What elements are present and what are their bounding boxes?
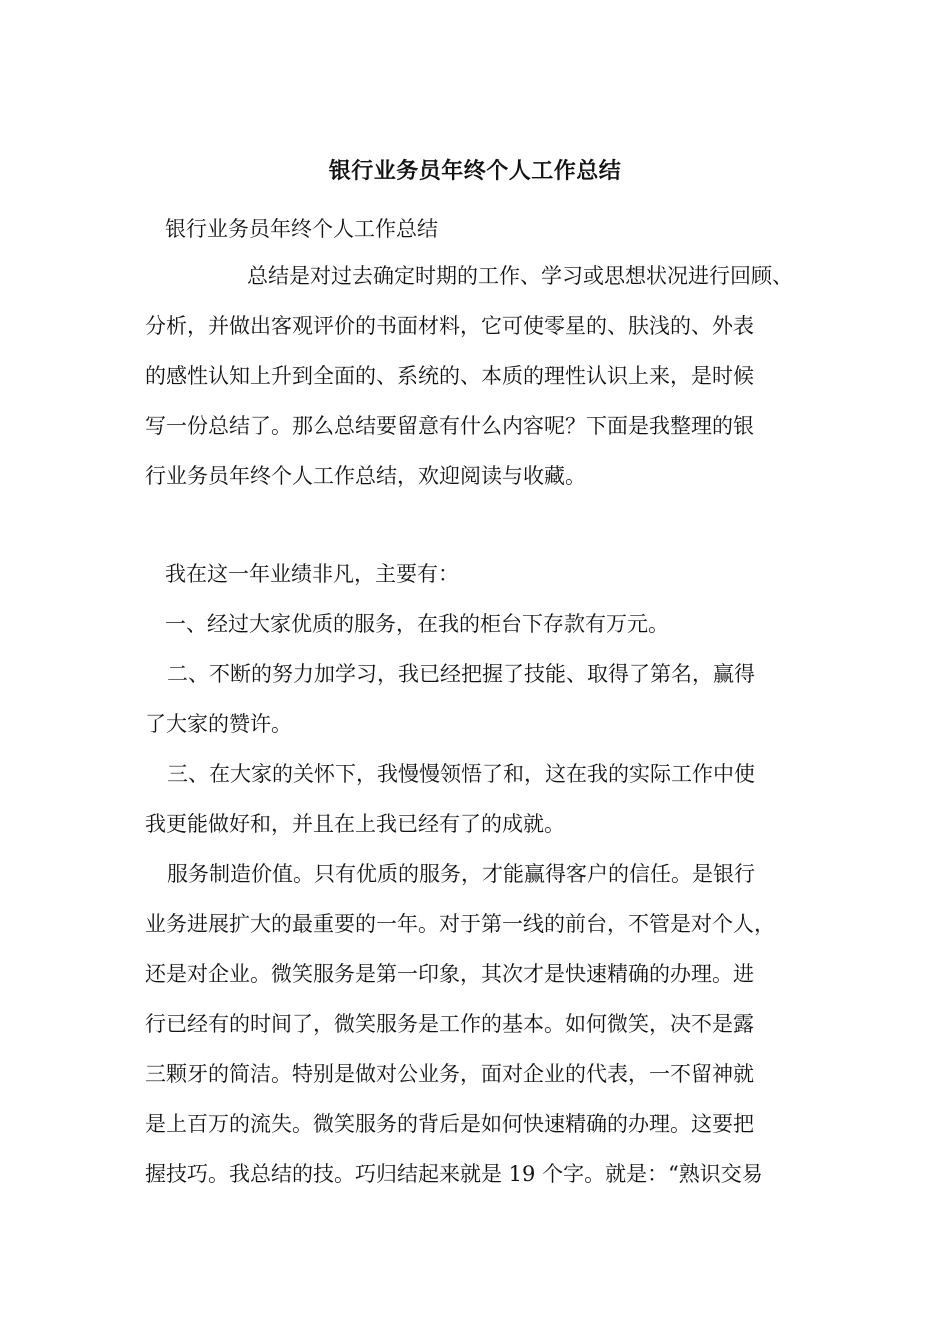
document-title: 银行业务员年终个人工作总结: [328, 158, 622, 184]
intro-line: 总结是对过去确定时期的工作、学习或思想状况进行回顾、: [247, 264, 793, 288]
body-line: 三、在大家的关怀下，我慢慢领悟了和，这在我的实际工作中使: [167, 762, 755, 786]
body-line: 我在这一年业绩非凡，主要有：: [165, 562, 459, 586]
document-subtitle: [165, 204, 845, 254]
body-line: 了大家的赞许。: [145, 712, 292, 736]
body-line: 行已经有的时间了，微笑服务是工作的基本。如何微笑，决不是露: [145, 1012, 754, 1036]
body-line: 握技巧。我总结的技。巧归结起来就是 19 个字。就是：“熟识交易: [145, 1162, 763, 1186]
intro-line: 写一份总结了。那么总结要留意有什么内容呢？下面是我整理的银: [145, 414, 754, 438]
intro-paragraph: [145, 251, 825, 501]
intro-line: 分析，并做出客观评价的书面材料，它可使零星的、肤浅的、外表: [145, 314, 754, 338]
body-line: 还是对企业。微笑服务是第一印象，其次才是快速精确的办理。进: [145, 962, 754, 986]
intro-line: 的感性认知上升到全面的、系统的、本质的理性认识上来，是时候: [145, 364, 754, 388]
subtitle-line: 银行业务员年终个人工作总结: [165, 217, 438, 241]
body-line: 服务制造价值。只有优质的服务，才能赢得客户的信任。是银行: [167, 862, 755, 886]
body-line: 我更能做好和，并且在上我已经有了的成就。: [145, 812, 565, 836]
body-line: 业务进展扩大的最重要的一年。对于第一线的前台，不管是对个人，: [145, 912, 775, 936]
body-line: 是上百万的流失。微笑服务的背后是如何快速精确的办理。这要把: [145, 1112, 754, 1136]
body-line: 二、不断的努力加学习，我已经把握了技能、取得了第名，赢得: [167, 662, 755, 686]
intro-line: 行业务员年终个人工作总结，欢迎阅读与收藏。: [145, 464, 586, 488]
body-section: [145, 549, 825, 1199]
body-line: 一、经过大家优质的服务，在我的柜台下存款有万元。: [165, 612, 669, 636]
body-line: 三颗牙的简洁。特别是做对公业务，面对企业的代表，一不留神就: [145, 1062, 754, 1086]
